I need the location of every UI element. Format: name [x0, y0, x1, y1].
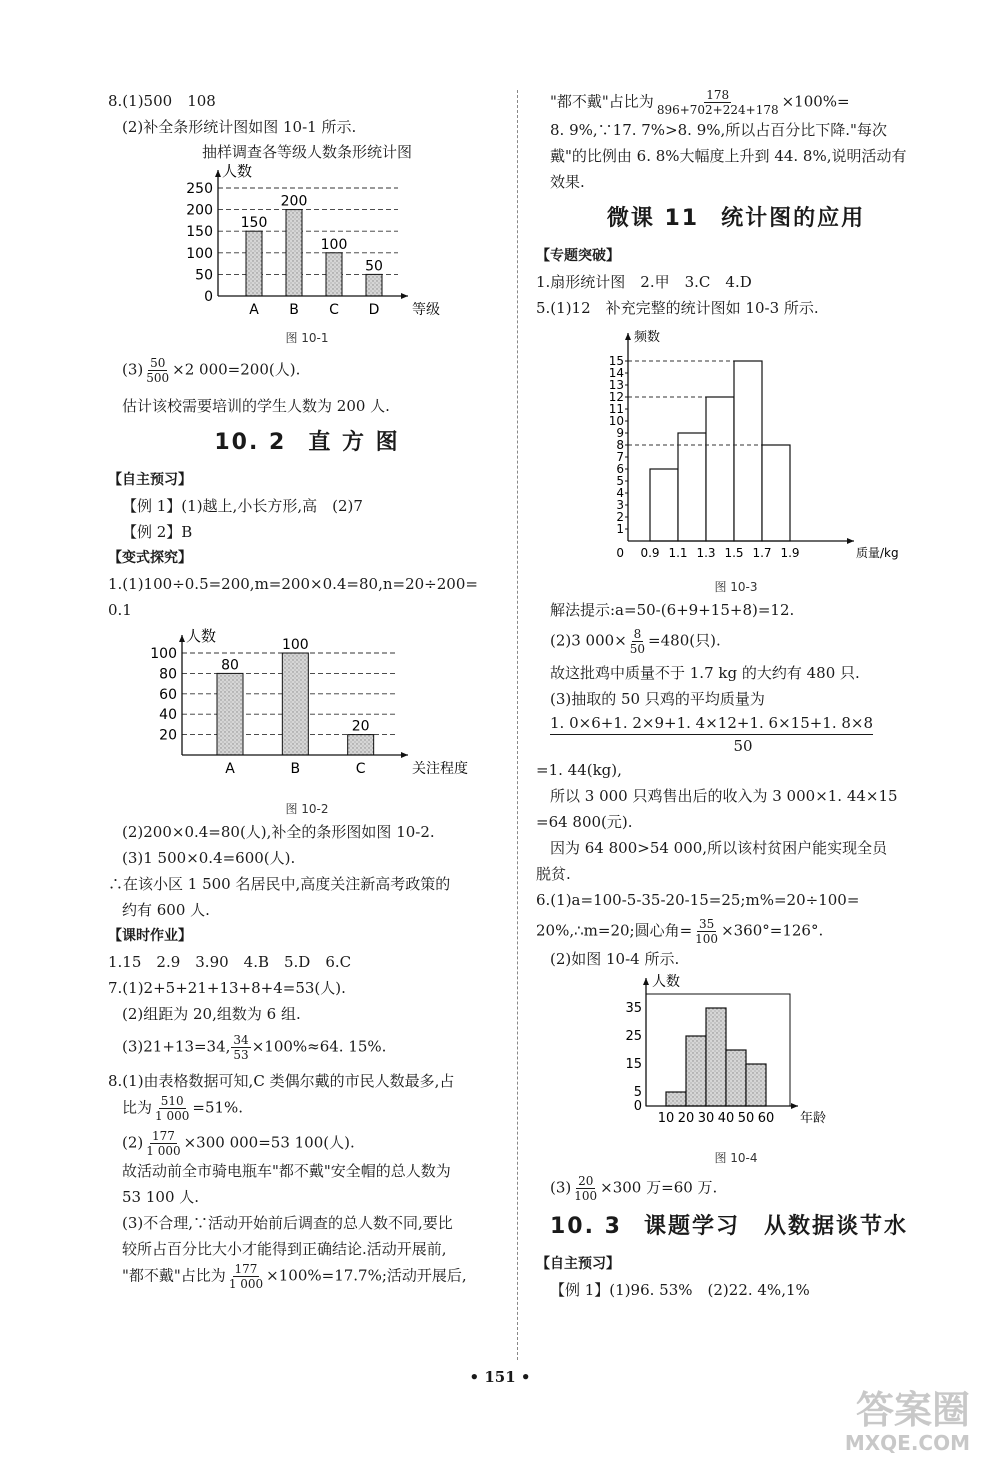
frac-numerator: 8 — [633, 627, 642, 641]
r1-post: ×100%= — [781, 92, 850, 111]
frac-denominator: 100 — [574, 1189, 598, 1203]
y-tick-label: 5 — [633, 1085, 642, 1100]
chart2-caption: 图 10-2 — [285, 802, 329, 816]
q8-3-pre: (3) — [122, 360, 144, 379]
x-tick-label: A — [225, 761, 235, 777]
y-tick-label: 14 — [608, 366, 624, 380]
frac-numerator: 510 — [160, 1094, 184, 1108]
y-axis-label: 人数 — [222, 164, 253, 180]
chart3-caption: 图 10-3 — [714, 580, 758, 594]
column-divider — [517, 90, 518, 1360]
bar — [348, 735, 374, 755]
chart4-caption: 图 10-4 — [714, 1151, 758, 1165]
histogram-bar — [678, 433, 706, 541]
homework-8-3a: (3)不合理,∵活动开始前后调查的总人数不同,要比 — [122, 1214, 453, 1232]
y-tick-label: 4 — [616, 486, 624, 500]
q8-2: (2)补全条形统计图如图 10-1 所示. — [122, 118, 357, 136]
y-tick-label: 8 — [616, 438, 624, 452]
x-tick-label: 1.7 — [752, 546, 772, 560]
histogram-bar — [726, 1050, 746, 1106]
y-tick-label: 0 — [204, 289, 213, 305]
hw8-3c-frac — [227, 1262, 265, 1291]
y-tick-label: 3 — [616, 498, 624, 512]
explore-1-3: (3)1 500×0.4=600(人). — [122, 849, 296, 867]
explore-1-2: (2)200×0.4=80(人),补全的条形图如图 10-2. — [122, 823, 435, 841]
tag-homework: 【课时作业】 — [108, 928, 192, 944]
watermark-url: MXQE.COM — [844, 1431, 970, 1455]
homework-7-3 — [108, 1033, 506, 1062]
data-label: 20 — [351, 718, 370, 735]
y-tick-label: 15 — [625, 1057, 642, 1072]
bar — [366, 274, 382, 296]
homework-8-1a: 8.(1)由表格数据可知,C 类偶尔戴的市民人数最多,占 — [108, 1072, 455, 1090]
y-tick-label: 5 — [616, 474, 624, 488]
y-tick-label: 100 — [186, 245, 213, 262]
explore-1-line1: 1.(1)100÷0.5=200,m=200×0.4=80,n=20÷200= — [108, 575, 478, 593]
left-column — [108, 88, 506, 1291]
explore-1-conclusion-2: 约有 600 人. — [122, 901, 210, 919]
y-tick-label: 2 — [616, 510, 624, 524]
topic-5-1: 5.(1)12 补充完整的统计图如 10-3 所示. — [536, 299, 819, 317]
frac-numerator: 20 — [578, 1174, 594, 1188]
q8-3-post: ×2 000=200(人). — [172, 360, 301, 379]
chart-fig-10-1 — [108, 164, 506, 324]
y-tick-label: 9 — [616, 426, 624, 440]
homework-8-2 — [108, 1129, 506, 1158]
section-number: 微课 11 — [606, 206, 700, 231]
frac-numerator: 177 — [234, 1262, 258, 1276]
x-tick-label: 60 — [757, 1111, 775, 1126]
last-example-1: 【例 1】(1)96. 53% (2)22. 4%,1% — [550, 1281, 810, 1299]
frac-denominator: 896+702+224+178 — [656, 103, 779, 117]
origin-label: 0 — [616, 546, 624, 560]
x-axis-arrow — [791, 1103, 798, 1109]
homework-7-2: (2)组距为 20,组数为 6 组. — [122, 1005, 301, 1023]
x-tick-label: 20 — [677, 1111, 695, 1126]
histogram-bar — [650, 469, 678, 541]
histogram-bar — [734, 361, 762, 541]
frac-denominator: 1 000 — [146, 1144, 181, 1158]
tag-topic: 【专题突破】 — [536, 248, 620, 264]
x-axis-label: 年龄 — [800, 1111, 827, 1126]
topic-5-3: (3)抽取的 50 只鸡的平均质量为 — [550, 690, 765, 708]
x-tick-label: 40 — [717, 1111, 735, 1126]
y-tick-label: 60 — [159, 686, 177, 703]
t6-1b-frac — [693, 917, 720, 946]
section-number: 10. 3 — [550, 1214, 622, 1239]
data-label: 100 — [320, 236, 348, 253]
x-tick-label: 1.1 — [668, 546, 688, 560]
right-line-1 — [536, 88, 936, 117]
y-tick-label: 100 — [150, 646, 177, 662]
y-tick-label: 11 — [608, 402, 624, 416]
explore-1-line2: 0.1 — [108, 601, 132, 619]
y-tick-label: 6 — [616, 462, 624, 476]
topic-5-2 — [536, 627, 936, 656]
data-label: 50 — [365, 258, 383, 275]
q8-3 — [108, 356, 506, 385]
homework-1-6: 1.15 2.9 3.90 4.B 5.D 6.C — [108, 953, 352, 971]
x-tick-label: 1.3 — [696, 546, 716, 560]
watermark-logo — [845, 1388, 970, 1454]
x-axis-label: 关注程度 — [412, 761, 468, 777]
histogram-bar — [686, 1036, 706, 1106]
x-tick-label: 10 — [657, 1111, 675, 1126]
y-tick-label: 12 — [608, 390, 624, 404]
q8-3-frac — [144, 356, 171, 385]
x-tick-label: 0.9 — [640, 546, 660, 560]
hw8-1b-pre: 比为 — [122, 1098, 153, 1117]
homework-8-3c — [108, 1262, 506, 1291]
y-axis-arrow — [643, 978, 649, 985]
tag-preview: 【自主预习】 — [108, 472, 192, 488]
bar — [246, 231, 262, 296]
q8-3-conclusion: 估计该校需要培训的学生人数为 200 人. — [122, 397, 390, 415]
bar — [217, 673, 243, 755]
homework-8-3b: 较所占百分比大小才能得到正确结论.活动开展前, — [122, 1240, 447, 1258]
y-axis-label: 频数 — [634, 330, 661, 345]
y-tick-label: 13 — [608, 378, 624, 392]
section-number: 10. 2 — [214, 430, 287, 455]
frac-denominator: 50 — [629, 642, 646, 656]
y-axis-label: 人数 — [652, 974, 680, 990]
x-tick-label: A — [249, 302, 259, 318]
tag-preview-2: 【自主预习】 — [536, 1256, 620, 1272]
data-label: 150 — [240, 215, 268, 232]
topic-5-3-c2: =64 800(元). — [536, 813, 633, 831]
y-axis-arrow — [215, 170, 221, 177]
q8-1: 8.(1)500 108 — [108, 92, 216, 110]
topic-5-3-result: =1. 44(kg), — [536, 761, 622, 779]
right-line-3: 戴"的比例由 6. 8%大幅度上升到 44. 8%,说明活动有 — [550, 147, 907, 165]
bar — [326, 253, 342, 296]
chart-fig-10-3 — [536, 321, 936, 573]
hw8-2-post: ×300 000=53 100(人). — [183, 1133, 355, 1152]
bar — [286, 210, 302, 296]
section-name: 直 方 图 — [308, 430, 400, 455]
homework-8-1b — [108, 1094, 506, 1123]
frac-denominator: 1 000 — [228, 1277, 264, 1291]
hw7-3-pre: (3)21+13=34, — [122, 1037, 231, 1056]
y-tick-label: 15 — [608, 354, 624, 368]
right-line-4: 效果. — [550, 173, 585, 191]
frac-numerator: 1. 0×6+1. 2×9+1. 4×12+1. 6×15+1. 8×8 — [550, 712, 873, 735]
right-column — [536, 88, 936, 1303]
x-tick-label: C — [329, 302, 339, 318]
topic-5-2-conclusion: 故这批鸡中质量不于 1.7 kg 的大约有 480 只. — [550, 664, 860, 682]
section-name: 统计图的应用 — [721, 206, 866, 231]
page-number: • 151 • — [469, 1368, 531, 1386]
y-axis-label: 人数 — [186, 627, 217, 645]
section-10-3-title — [536, 1203, 936, 1251]
x-tick-label: 1.9 — [780, 546, 800, 560]
frac-numerator: 178 — [706, 88, 730, 102]
t6-1b-pre: 20%,∴m=20;圆心角= — [536, 921, 693, 940]
topic-5-3-c4: 脱贫. — [536, 865, 571, 883]
y-axis-arrow — [179, 635, 185, 642]
x-tick-label: 50 — [737, 1111, 755, 1126]
hw7-3-frac — [231, 1033, 250, 1062]
y-tick-label: 200 — [186, 202, 213, 219]
t5-2-post: =480(只). — [648, 631, 721, 650]
t6-3-post: ×300 万=60 万. — [600, 1178, 718, 1197]
topic-5-hint: 解法提示:a=50-(6+9+15+8)=12. — [550, 601, 795, 619]
t5-2-pre: (2)3 000× — [550, 631, 627, 650]
histogram-bar — [746, 1064, 766, 1106]
topic-6-1a: 6.(1)a=100-5-35-20-15=25;m%=20÷100= — [536, 891, 860, 909]
watermark-text: 答案圈 — [855, 1388, 970, 1432]
frac-denominator: 53 — [233, 1048, 249, 1062]
y-tick-label: 50 — [195, 267, 213, 284]
hw8-1b-post: =51%. — [192, 1098, 244, 1117]
homework-8-2-conclusion-2: 53 100 人. — [122, 1188, 200, 1206]
hw8-3c-pre: "都不戴"占比为 — [122, 1266, 226, 1285]
histogram-bar — [706, 397, 734, 541]
y-tick-label: 250 — [186, 181, 213, 197]
homework-7-1: 7.(1)2+5+21+13+8+4=53(人). — [108, 979, 346, 997]
x-tick-label: 1.5 — [724, 546, 744, 560]
chart1-title: 抽样调查各等级人数条形统计图 — [201, 143, 412, 161]
x-axis-label: 等级 — [412, 302, 440, 318]
x-axis-label: 质量/kg — [856, 546, 899, 560]
frac-numerator: 34 — [233, 1033, 249, 1047]
data-label: 100 — [281, 637, 309, 653]
frac-numerator: 50 — [150, 356, 166, 370]
hw8-2-pre: (2) — [122, 1133, 144, 1152]
t5-2-frac — [628, 627, 647, 656]
chart-fig-10-2 — [108, 623, 506, 795]
example-2: 【例 2】B — [122, 523, 193, 541]
x-axis-arrow — [401, 752, 408, 758]
t6-3-frac — [572, 1174, 599, 1203]
frac-denominator: 500 — [146, 371, 170, 385]
x-tick-label: B — [289, 302, 299, 318]
y-tick-label: 40 — [159, 707, 177, 724]
histogram-bar — [666, 1092, 686, 1106]
hw8-2-frac — [144, 1129, 182, 1158]
y-tick-label: 80 — [159, 666, 177, 683]
x-tick-label: 30 — [697, 1111, 715, 1126]
t6-3-pre: (3) — [550, 1178, 572, 1197]
x-axis-arrow — [847, 538, 854, 544]
data-label: 80 — [221, 657, 239, 674]
y-tick-label: 7 — [616, 450, 624, 464]
histogram-bar — [706, 1008, 726, 1106]
section-name: 课题学习 从数据谈节水 — [643, 1214, 908, 1239]
y-tick-label: 25 — [625, 1029, 642, 1044]
topic-6-1b — [536, 917, 936, 946]
x-tick-label: D — [368, 302, 380, 318]
chart1-caption: 图 10-1 — [285, 331, 329, 345]
y-tick-label: 35 — [625, 1001, 642, 1016]
data-label: 200 — [280, 193, 308, 210]
r1-frac — [655, 88, 781, 117]
y-tick-label: 10 — [608, 414, 624, 428]
y-tick-label: 0 — [633, 1099, 642, 1114]
frac-denominator: 100 — [695, 932, 719, 946]
section-10-2-title — [108, 419, 506, 467]
r1-pre: "都不戴"占比为 — [550, 92, 654, 111]
topic-6-3 — [536, 1174, 936, 1203]
section-11-title — [536, 195, 936, 243]
right-line-2: 8. 9%,∵17. 7%>8. 9%,所以占百分比下降."每次 — [550, 121, 887, 139]
tag-explore: 【变式探究】 — [108, 550, 192, 566]
chart-fig-10-4 — [536, 972, 936, 1144]
frac-denominator: 1 000 — [155, 1109, 190, 1123]
example-1: 【例 1】(1)越上,小长方形,高 (2)7 — [122, 497, 363, 515]
topic-5-3-c3: 因为 64 800>54 000,所以该村贫困户能实现全员 — [550, 839, 888, 857]
x-tick-label: C — [355, 761, 366, 777]
y-tick-label: 1 — [616, 522, 624, 536]
y-tick-label: 20 — [159, 727, 177, 744]
topic-5-3-fraction — [536, 712, 936, 757]
bar — [282, 653, 308, 755]
topic-6-2: (2)如图 10-4 所示. — [550, 950, 680, 968]
explore-1-conclusion-1: ∴在该小区 1 500 名居民中,高度关注新高考政策的 — [108, 875, 451, 893]
x-axis-arrow — [401, 293, 408, 299]
t6-1b-post: ×360°=126°. — [721, 921, 824, 940]
hw7-3-post: ×100%≈64. 15%. — [251, 1037, 387, 1056]
frac-denominator: 50 — [733, 737, 753, 755]
y-axis-arrow — [625, 333, 631, 340]
histogram-bar — [762, 445, 790, 541]
topic-1-4: 1.扇形统计图 2.甲 3.C 4.D — [536, 273, 752, 291]
x-tick-label: B — [290, 761, 301, 777]
homework-8-2-conclusion-1: 故活动前全市骑电瓶车"都不戴"安全帽的总人数为 — [122, 1162, 451, 1180]
frac-numerator: 177 — [151, 1129, 175, 1143]
hw8-3c-post: ×100%=17.7%;活动开展后, — [266, 1266, 467, 1285]
topic-5-3-c1: 所以 3 000 只鸡售出后的收入为 3 000×1. 44×15 — [550, 787, 898, 805]
hw8-1b-frac — [153, 1094, 191, 1123]
frac-numerator: 35 — [698, 917, 715, 931]
y-tick-label: 150 — [186, 224, 213, 241]
